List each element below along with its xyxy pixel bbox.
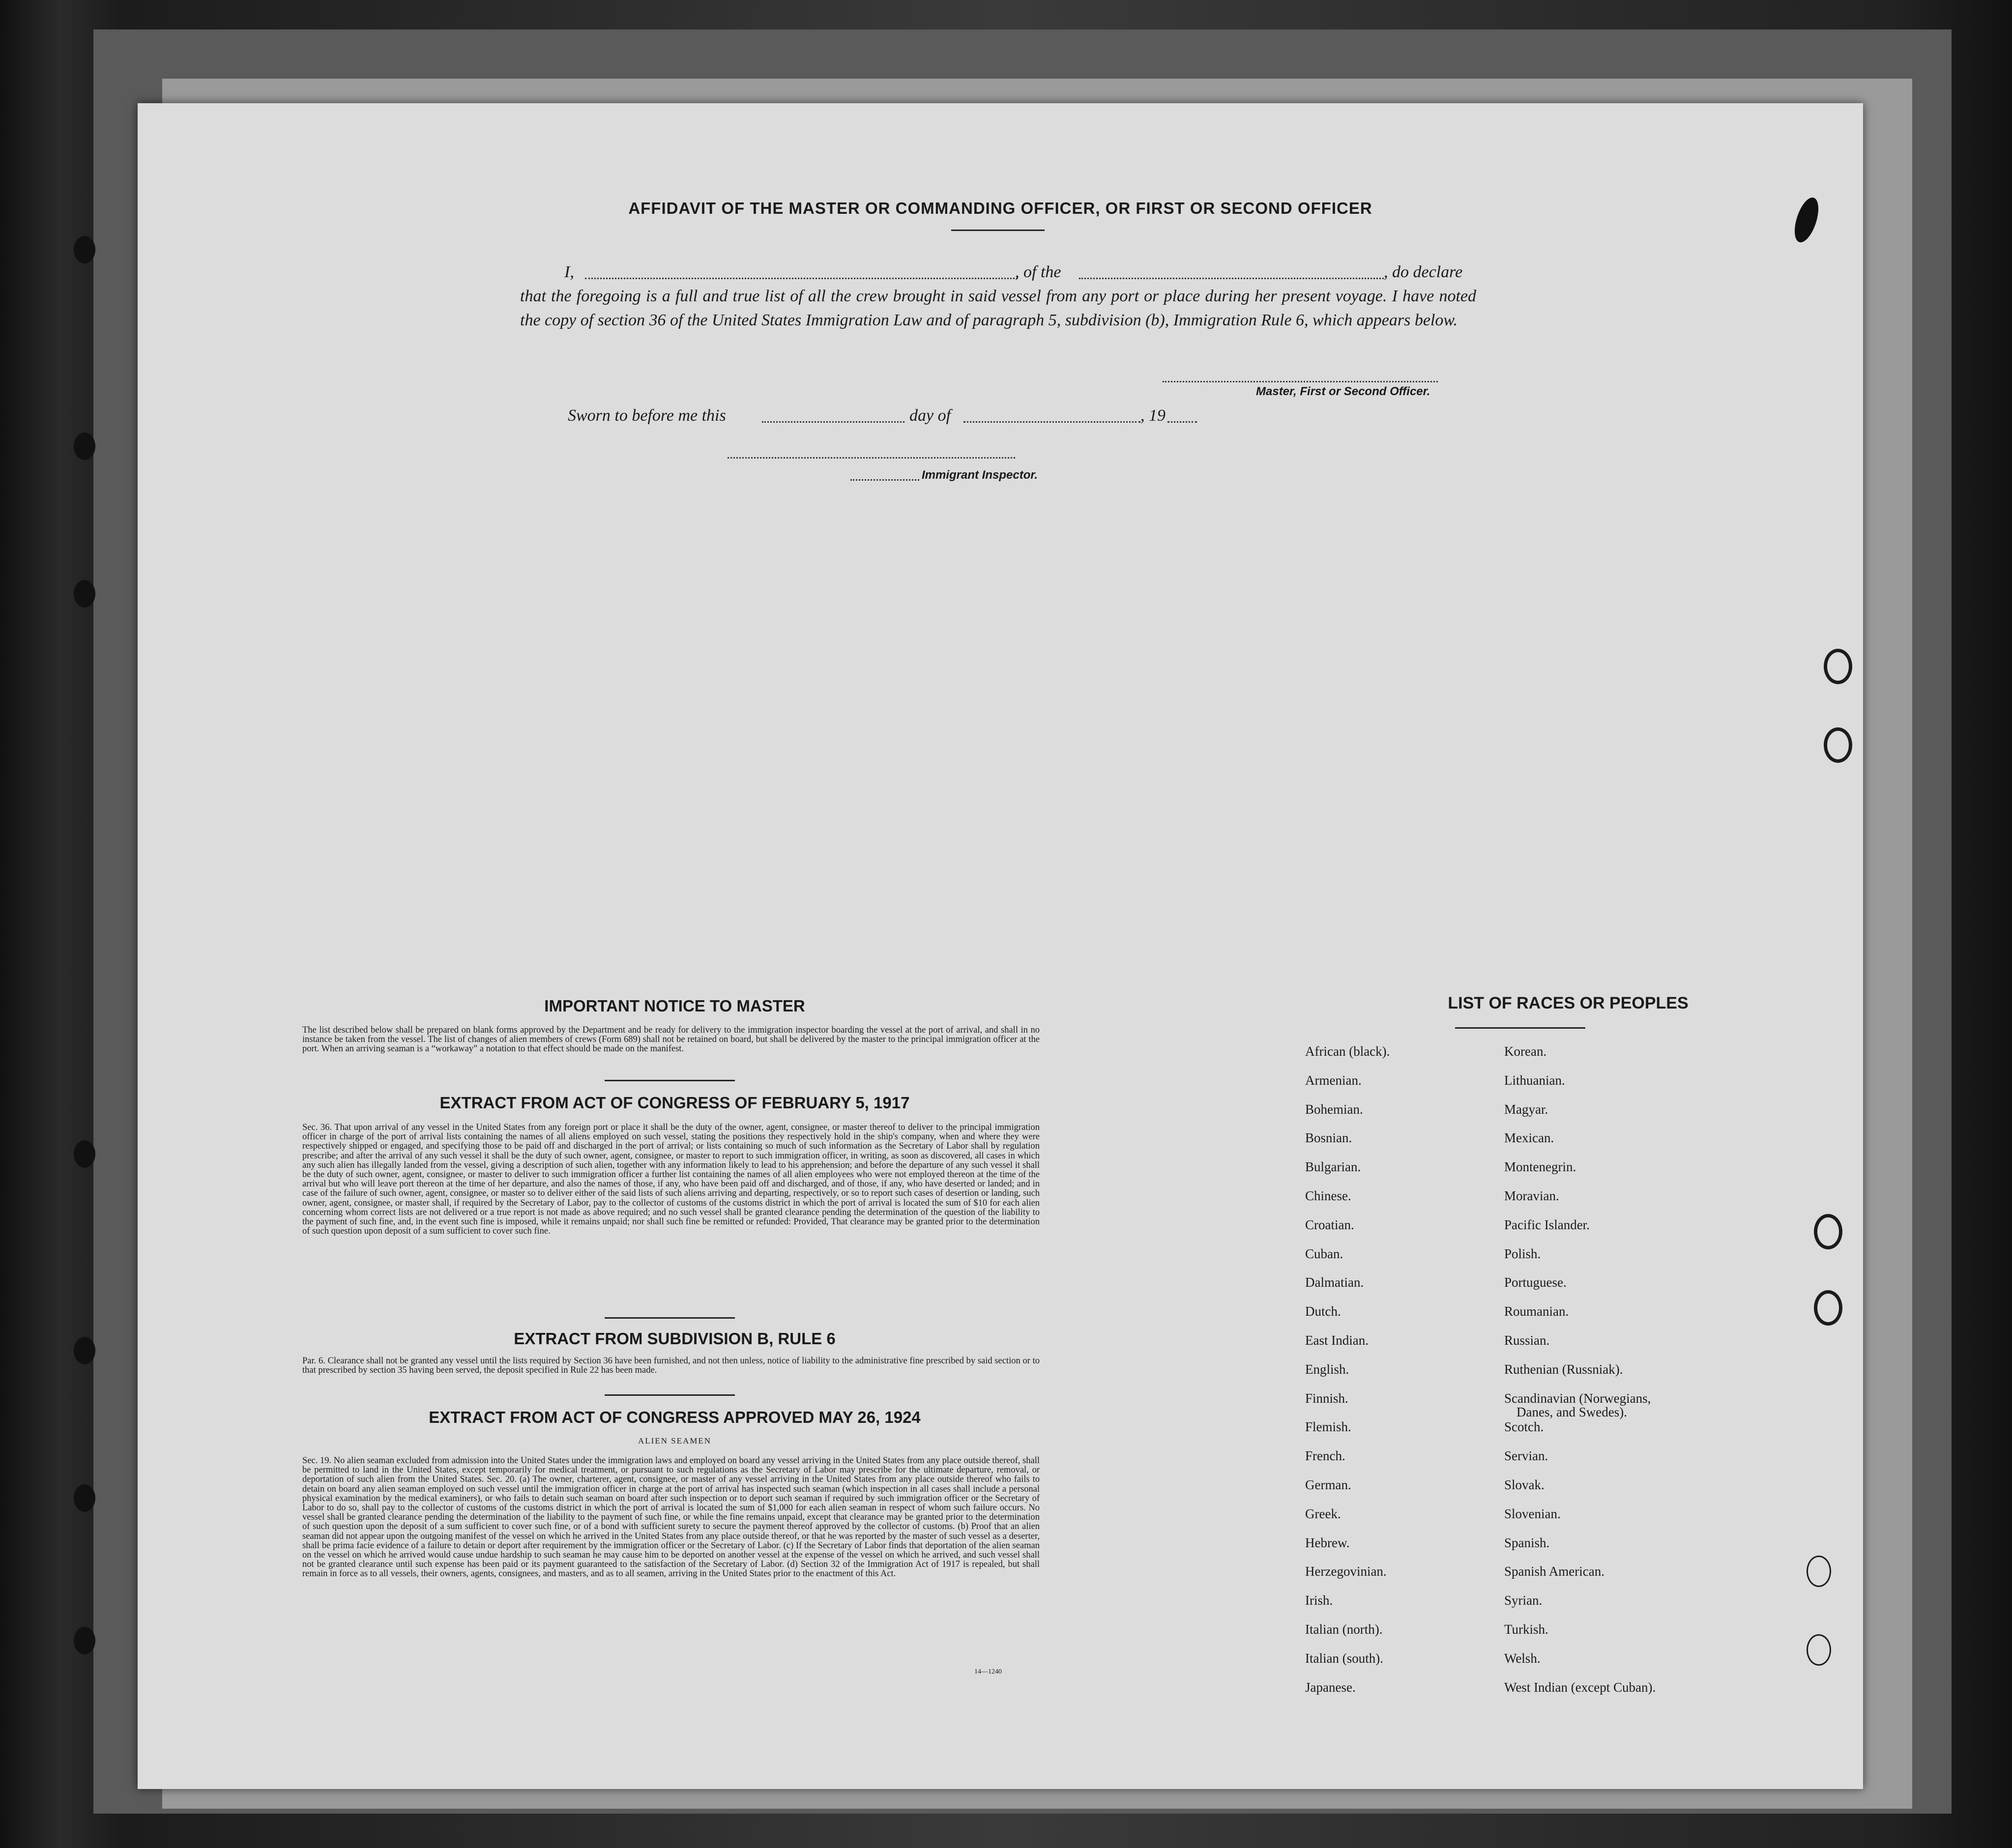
race-item: Magyar. <box>1504 1101 1548 1117</box>
section-divider <box>605 1394 735 1396</box>
extract-1917-body: Sec. 36. That upon arrival of any vessel in the United States from any foreign port or place it shall be the duty of the owner, agent, consignee, or master thereof to deliver to the principal immigration officer in charge of the port of arrival lists containing the names of all aliens employed on such vessel, stating the positions they respectively hold in the ship's company, when and where they were respectively shipped or engaged, and specifying those to be paid off and discharged in the port of arrival; or lists containing so much of such information as the Secretary of Labor shall by regulation prescribe; and after the arrival of any such vessel it shall be the duty of such owner, agent, consignee, or master to report to such immigration officer, in writing, as soon as discovered, all cases in which any such alien has illegally landed from the vessel, giving a description of such alien, together with any information likely to lead to his apprehension; and before the departure of any such vessel it shall be the duty of such owner, agent, consignee, or master to deliver to such immigration officer a further list containing the names of all alien employees who were not employed thereon at the time of the arrival but who will leave port thereon at the time of her departure, and also the names of those, if any, who have been paid off and discharged, and of those, if any, who have deserted or landed; and in case of the failure of such owner, agent, consignee, or master so to deliver either of the said lists of such aliens arriving and departing, respectively, or so to report such cases of desertion or landing, such owner, agent, consignee, or master shall, if required by the Secretary of Labor, pay to the collector of customs of the customs district in which the port of arrival is located the sum of $10 for each alien concerning whom correct lists are not delivered or a true report is not made as above required; and no such vessel shall be granted clearance pending the determination of the question of the liability to the payment of such fine, and, in the event such fine is imposed, while it remains unpaid; nor shall such fine be remitted or refunded: Provided, That clearance may be granted prior to the determination of such question upon deposit of a sum sufficient to cover such fine. <box>302 1123 1040 1237</box>
race-item: Servian. <box>1504 1448 1548 1464</box>
sworn-month-field[interactable] <box>963 421 1140 423</box>
binder-hole <box>1790 195 1823 245</box>
binder-hole <box>1814 1290 1842 1326</box>
master-signature-field[interactable] <box>1163 381 1438 382</box>
binder-hole <box>74 236 95 263</box>
name-field[interactable] <box>585 278 1018 279</box>
race-item: Herzegovinian. <box>1305 1564 1387 1579</box>
race-item: Finnish. <box>1305 1390 1348 1406</box>
section-divider <box>605 1317 735 1319</box>
race-item: Bohemian. <box>1305 1101 1363 1117</box>
race-item: Danes, and Swedes). <box>1516 1404 1627 1419</box>
race-item: Croatian. <box>1305 1217 1354 1232</box>
binder-hole <box>1814 1214 1842 1249</box>
race-item: English. <box>1305 1361 1349 1377</box>
do-declare-label: , do declare <box>1384 263 1463 281</box>
binder-hole <box>1807 1634 1831 1666</box>
master-signature-label: Master, First or Second Officer. <box>1256 385 1430 398</box>
binder-hole <box>74 1337 95 1364</box>
notice-body: The list described below shall be prepared on blank forms approved by the Department and be ready for delivery to the immigration inspector boarding the vessel at the port of arrival, and shall in no instance be taken from the vessel. The list of changes of alien members of crews (Form 689) shall not be retained on board, but shall be delivered by the master to the principal immigration officer at the port. When an arriving seaman is a “workaway” a notation to that effect should be made on the manifest. <box>302 1025 1040 1054</box>
inspector-label: Immigrant Inspector. <box>922 468 1038 482</box>
race-item: Irish. <box>1305 1593 1333 1608</box>
race-item: Armenian. <box>1305 1072 1362 1088</box>
extract-rule6-body: Par. 6. Clearance shall not be granted any vessel until the lists required by Section 36 have been furnished, and not then unless, notice of liability to the administrative fine prescribed by said section or to that prescribed by section 35 having been served, the deposit specified in Rule 22 has been made. <box>302 1356 1040 1376</box>
affidavit-declaration: that the foregoing is a full and true list of all the crew brought in said vessel from any port or place during her present voyage. I have noted the copy of section 36 of the United States Immigration Law and of paragraph 5, subdivision (b), Immigration Rule 6, which appears below. <box>520 287 1476 329</box>
sworn-day-field[interactable] <box>762 421 904 423</box>
race-item: Italian (north). <box>1305 1622 1383 1637</box>
race-item: Bosnian. <box>1305 1130 1352 1146</box>
race-item: Greek. <box>1305 1506 1341 1521</box>
race-item: Roumanian. <box>1504 1304 1569 1319</box>
extract-1917-title: EXTRACT FROM ACT OF CONGRESS OF FEBRUARY 5, 1917 <box>439 1094 910 1112</box>
race-item: Pacific Islander. <box>1504 1217 1590 1232</box>
of-the-label: , of the <box>1015 263 1061 281</box>
form-number: 14—1240 <box>974 1668 1002 1675</box>
binder-hole <box>1824 727 1852 763</box>
binder-hole <box>74 580 95 607</box>
vessel-field[interactable] <box>1079 278 1384 279</box>
day-of-label: day of <box>909 406 951 425</box>
extract-rule6-title: EXTRACT FROM SUBDIVISION B, RULE 6 <box>514 1329 836 1348</box>
race-item: Korean. <box>1504 1044 1547 1059</box>
race-item: Montenegrin. <box>1504 1159 1576 1175</box>
race-item: West Indian (except Cuban). <box>1504 1679 1656 1695</box>
race-item: Scotch. <box>1504 1419 1544 1435</box>
race-item: Spanish. <box>1504 1535 1550 1550</box>
sworn-label: Sworn to before me this <box>568 406 726 425</box>
race-item: Syrian. <box>1504 1593 1543 1608</box>
sworn-year-field[interactable] <box>1167 421 1197 423</box>
race-item: Hebrew. <box>1305 1535 1350 1550</box>
notice-title: IMPORTANT NOTICE TO MASTER <box>544 997 805 1015</box>
race-item: Welsh. <box>1504 1650 1541 1666</box>
binder-hole <box>74 1140 95 1168</box>
binder-hole <box>74 433 95 460</box>
race-item: Turkish. <box>1504 1622 1548 1637</box>
race-item: Cuban. <box>1305 1246 1343 1261</box>
race-item: French. <box>1305 1448 1345 1464</box>
race-item: German. <box>1305 1477 1351 1492</box>
race-item: Flemish. <box>1305 1419 1351 1435</box>
races-divider <box>1455 1027 1585 1029</box>
race-item: Slovak. <box>1504 1477 1545 1492</box>
affidavit-i-label: I, <box>564 263 574 281</box>
race-item: Italian (south). <box>1305 1650 1383 1666</box>
binder-hole <box>1824 649 1852 684</box>
race-item: Polish. <box>1504 1246 1541 1261</box>
year-label: , 19 <box>1140 406 1166 425</box>
race-item: Dutch. <box>1305 1304 1341 1319</box>
section-divider <box>605 1080 735 1081</box>
race-item: Portuguese. <box>1504 1275 1567 1290</box>
race-item: Mexican. <box>1504 1130 1554 1146</box>
extract-1924-title: EXTRACT FROM ACT OF CONGRESS APPROVED MAY 26, 1924 <box>429 1408 921 1426</box>
inspector-signature-field[interactable] <box>728 457 1015 459</box>
binder-hole <box>74 1627 95 1654</box>
race-item: Chinese. <box>1305 1188 1351 1203</box>
alien-seamen-subtitle: ALIEN SEAMEN <box>638 1436 712 1445</box>
title-divider <box>951 230 1045 231</box>
binder-hole <box>74 1484 95 1512</box>
race-item: Japanese. <box>1305 1679 1356 1695</box>
race-item: Lithuanian. <box>1504 1072 1565 1088</box>
extract-1924-body: Sec. 19. No alien seaman excluded from admission into the United States under the immigration laws and employed on board any vessel arriving in the United States from any place outside thereof, shall be permitted to land in the United States, except temporarily for medical treatment, or pursuant to such regulations as the Secretary of Labor may prescribe for the ultimate departure, removal, or deportation of such alien from the United States. Sec. 20. (a) The owner, charterer, agent, consignee, or master of any vessel arriving in the United States from any place outside thereof who fails to detain on board any alien seaman employed on such vessel until the immigration officer in charge at the port of arrival has inspected such seaman (which inspection in all cases shall include a personal physical examination by the medical examiners), or who fails to detain such seaman on board after such inspection or to deport such seaman if required by such immigration officer or the Secretary of Labor to do so, shall pay to the collector of customs of the customs district in which the port of arrival is located the sum of $1,000 for each alien seaman in respect of whom such failure occurs. No vessel shall be granted clearance pending the determination of the liability to the payment of such fine, or while the fine remains unpaid, except that clearance may be granted prior to the determination of such question upon the deposit of a sum sufficient to cover such fine, or of a bond with sufficient surety to secure the payment thereof approved by the collector of customs. (b) Proof that an alien seaman did not appear upon the outgoing manifest of the vessel on which he arrived in the United States from any place outside thereof, or that he was reported by the master of such vessel as a deserter, shall be prima facie evidence of a failure to detain or deport after requirement by the immigration officer or the Secretary of Labor. (c) If the Secretary of Labor finds that deportation of the alien seaman on the vessel on which he arrived would cause undue hardship to such seaman he may cause him to be deported on another vessel at the expense of the vessel on which he arrived, and such vessel shall not be granted clearance until such expense has been paid or its payment guaranteed to the satisfaction of the Secretary of Labor. (d) Section 32 of the Immigration Act of 1917 is repealed, but shall remain in force as to all vessels, their owners, agents, consignees, and masters, and as to all seamen, arriving in the United States prior to the enactment of this Act. <box>302 1456 1040 1579</box>
inspector-lead-line <box>850 479 919 481</box>
race-item: Russian. <box>1504 1333 1550 1348</box>
binder-hole <box>1807 1556 1831 1587</box>
race-item: Ruthenian (Russniak). <box>1504 1361 1623 1377</box>
race-item: Slovenian. <box>1504 1506 1561 1521</box>
race-item: Dalmatian. <box>1305 1275 1364 1290</box>
race-item: African (black). <box>1305 1044 1390 1059</box>
race-item: Spanish American. <box>1504 1564 1604 1579</box>
race-item: East Indian. <box>1305 1333 1369 1348</box>
races-title: LIST OF RACES OR PEOPLES <box>1448 994 1689 1012</box>
race-item: Bulgarian. <box>1305 1159 1361 1175</box>
race-item: Scandinavian (Norwegians, <box>1504 1390 1651 1406</box>
affidavit-title: AFFIDAVIT OF THE MASTER OR COMMANDING OFFICER, OR FIRST OR SECOND OFFICER <box>628 199 1372 217</box>
race-item: Moravian. <box>1504 1188 1559 1203</box>
